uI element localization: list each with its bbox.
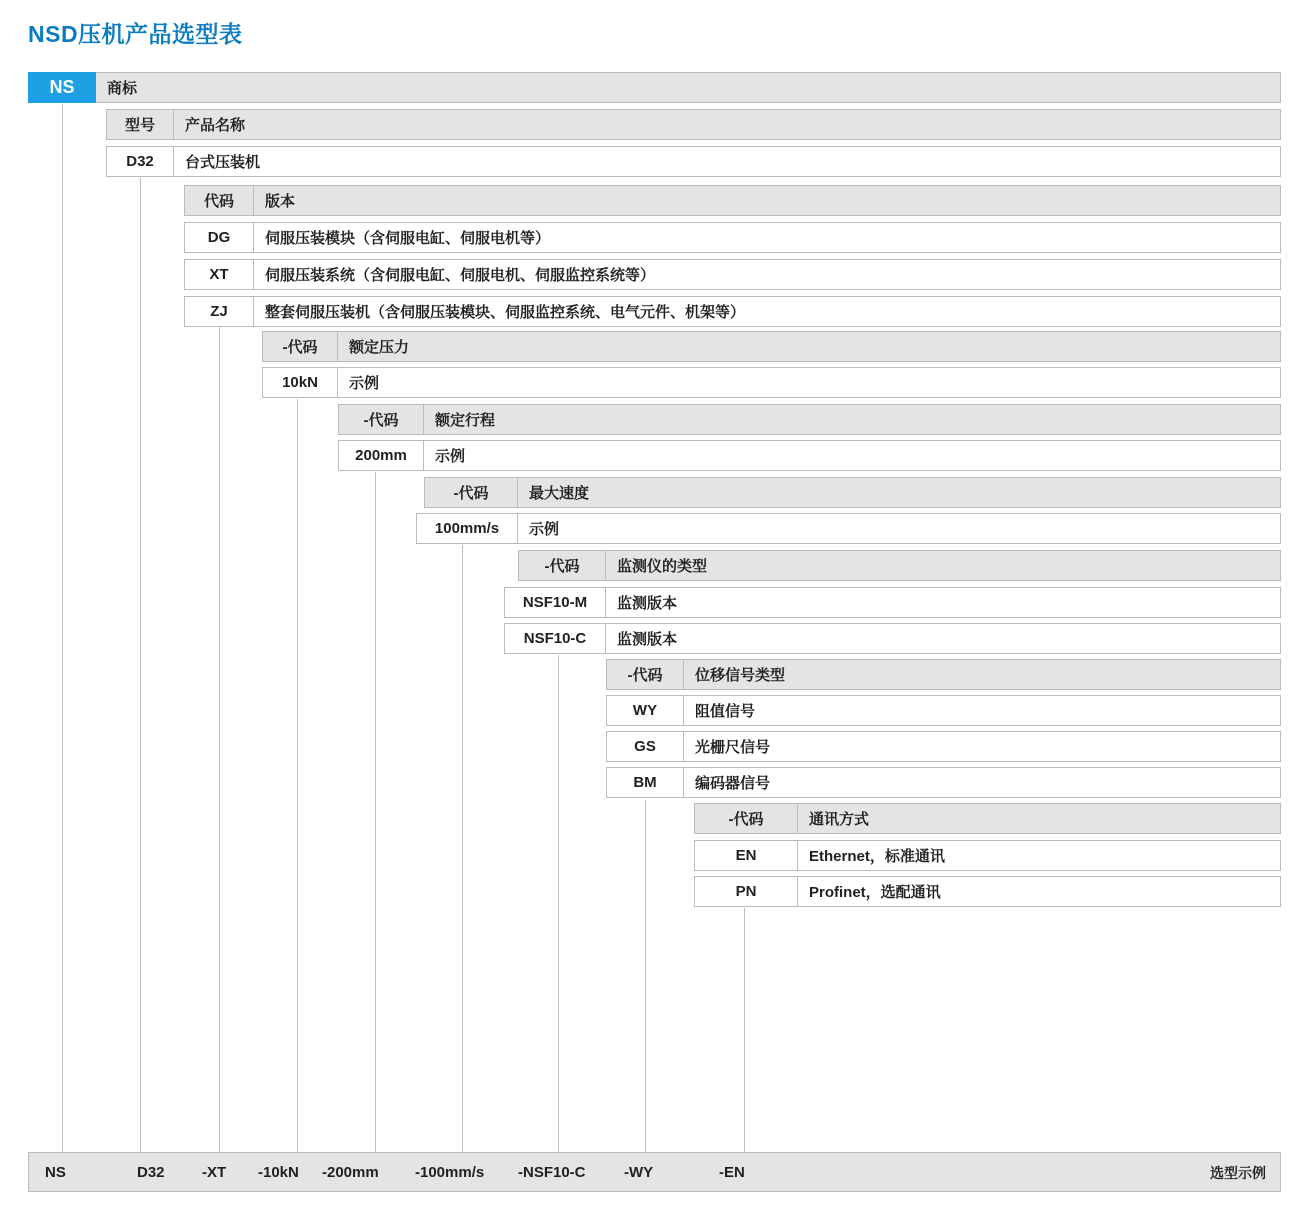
brand-label: 商标 (96, 72, 1281, 103)
row-signal-wy (606, 695, 1281, 726)
row-signal-bm (606, 767, 1281, 798)
header-max-speed-desc: 最大速度 (518, 477, 1281, 508)
header-version (184, 185, 1281, 216)
example-item-speed: -100mm/s (415, 1164, 485, 1181)
signal-code-wy: WY (606, 695, 684, 726)
version-desc-xt: 伺服压装系统（含伺服电缸、伺服电机、伺服监控系统等） (254, 259, 1281, 290)
connector-line-stroke (375, 472, 376, 1152)
example-item-comm: -EN (719, 1164, 745, 1181)
row-rated-stroke-200mm (338, 440, 1281, 471)
comm-code-pn: PN (694, 876, 798, 907)
row-version-xt (184, 259, 1281, 290)
monitor-desc-nsf10m: 监测版本 (606, 587, 1281, 618)
version-code-dg: DG (184, 222, 254, 253)
row-comm-pn (694, 876, 1281, 907)
header-model (106, 109, 1281, 140)
connector-line-speed (462, 545, 463, 1152)
version-desc-dg: 伺服压装模块（含伺服电缸、伺服电机等） (254, 222, 1281, 253)
header-rated-stroke (338, 404, 1281, 435)
rated-stroke-desc: 示例 (424, 440, 1281, 471)
row-signal-gs (606, 731, 1281, 762)
page-title: NSD压机产品选型表 (28, 21, 243, 47)
header-communication-code: -代码 (694, 803, 798, 834)
model-code: D32 (106, 146, 174, 177)
connector-line-comm (744, 908, 745, 1152)
row-monitor-nsf10m (504, 587, 1281, 618)
header-displacement-signal-desc: 位移信号类型 (684, 659, 1281, 690)
comm-code-en: EN (694, 840, 798, 871)
rated-stroke-code: 200mm (338, 440, 424, 471)
row-max-speed-100mms (416, 513, 1281, 544)
row-model-d32 (106, 146, 1281, 177)
brand-code: NS (28, 72, 96, 103)
monitor-code-nsf10c: NSF10-C (504, 623, 606, 654)
connector-line-signal (645, 800, 646, 1152)
signal-desc-gs: 光栅尺信号 (684, 731, 1281, 762)
example-item-stroke: -200mm (322, 1164, 379, 1181)
row-version-dg (184, 222, 1281, 253)
connector-line-version (219, 327, 220, 1152)
row-monitor-nsf10c (504, 623, 1281, 654)
version-desc-zj: 整套伺服压装机（含伺服压装模块、伺服监控系统、电气元件、机架等） (254, 296, 1281, 327)
header-rated-pressure-code: -代码 (262, 331, 338, 362)
header-model-desc: 产品名称 (174, 109, 1281, 140)
connector-line-brand (62, 104, 63, 1152)
example-item-monitor: -NSF10-C (518, 1164, 586, 1181)
example-item-version: -XT (202, 1164, 227, 1181)
header-communication (694, 803, 1281, 834)
signal-desc-bm: 编码器信号 (684, 767, 1281, 798)
signal-code-bm: BM (606, 767, 684, 798)
header-communication-desc: 通讯方式 (798, 803, 1281, 834)
example-item-signal: -WY (624, 1164, 654, 1181)
version-code-xt: XT (184, 259, 254, 290)
max-speed-desc: 示例 (518, 513, 1281, 544)
header-displacement-signal (606, 659, 1281, 690)
header-max-speed (424, 477, 1281, 508)
rated-pressure-desc: 示例 (338, 367, 1281, 398)
row-brand (28, 72, 1281, 103)
header-max-speed-code: -代码 (424, 477, 518, 508)
header-monitor-type-code: -代码 (518, 550, 606, 581)
connector-line-pressure (297, 399, 298, 1152)
connector-line-monitor (558, 655, 559, 1152)
comm-desc-en: Ethernet，标准通讯 (798, 840, 1281, 871)
header-rated-stroke-code: -代码 (338, 404, 424, 435)
header-monitor-type-desc: 监测仪的类型 (606, 550, 1281, 581)
signal-desc-wy: 阻值信号 (684, 695, 1281, 726)
comm-desc-pn: Profinet，选配通讯 (798, 876, 1281, 907)
example-note: 选型示例 (1210, 1165, 1266, 1181)
monitor-desc-nsf10c: 监测版本 (606, 623, 1281, 654)
connector-line-model (140, 178, 141, 1152)
row-rated-pressure-10kn (262, 367, 1281, 398)
monitor-code-nsf10m: NSF10-M (504, 587, 606, 618)
header-model-code: 型号 (106, 109, 174, 140)
header-monitor-type (518, 550, 1281, 581)
example-item-pressure: -10kN (258, 1164, 299, 1181)
rated-pressure-code: 10kN (262, 367, 338, 398)
example-item-brand: NS (45, 1164, 66, 1181)
header-version-desc: 版本 (254, 185, 1281, 216)
model-desc: 台式压装机 (174, 146, 1281, 177)
example-item-model: D32 (137, 1164, 165, 1181)
row-version-zj (184, 296, 1281, 327)
header-rated-stroke-desc: 额定行程 (424, 404, 1281, 435)
signal-code-gs: GS (606, 731, 684, 762)
header-displacement-signal-code: -代码 (606, 659, 684, 690)
header-rated-pressure (262, 331, 1281, 362)
max-speed-code: 100mm/s (416, 513, 518, 544)
header-version-code: 代码 (184, 185, 254, 216)
row-comm-en (694, 840, 1281, 871)
version-code-zj: ZJ (184, 296, 254, 327)
header-rated-pressure-desc: 额定压力 (338, 331, 1281, 362)
example-bar (28, 1152, 1281, 1192)
